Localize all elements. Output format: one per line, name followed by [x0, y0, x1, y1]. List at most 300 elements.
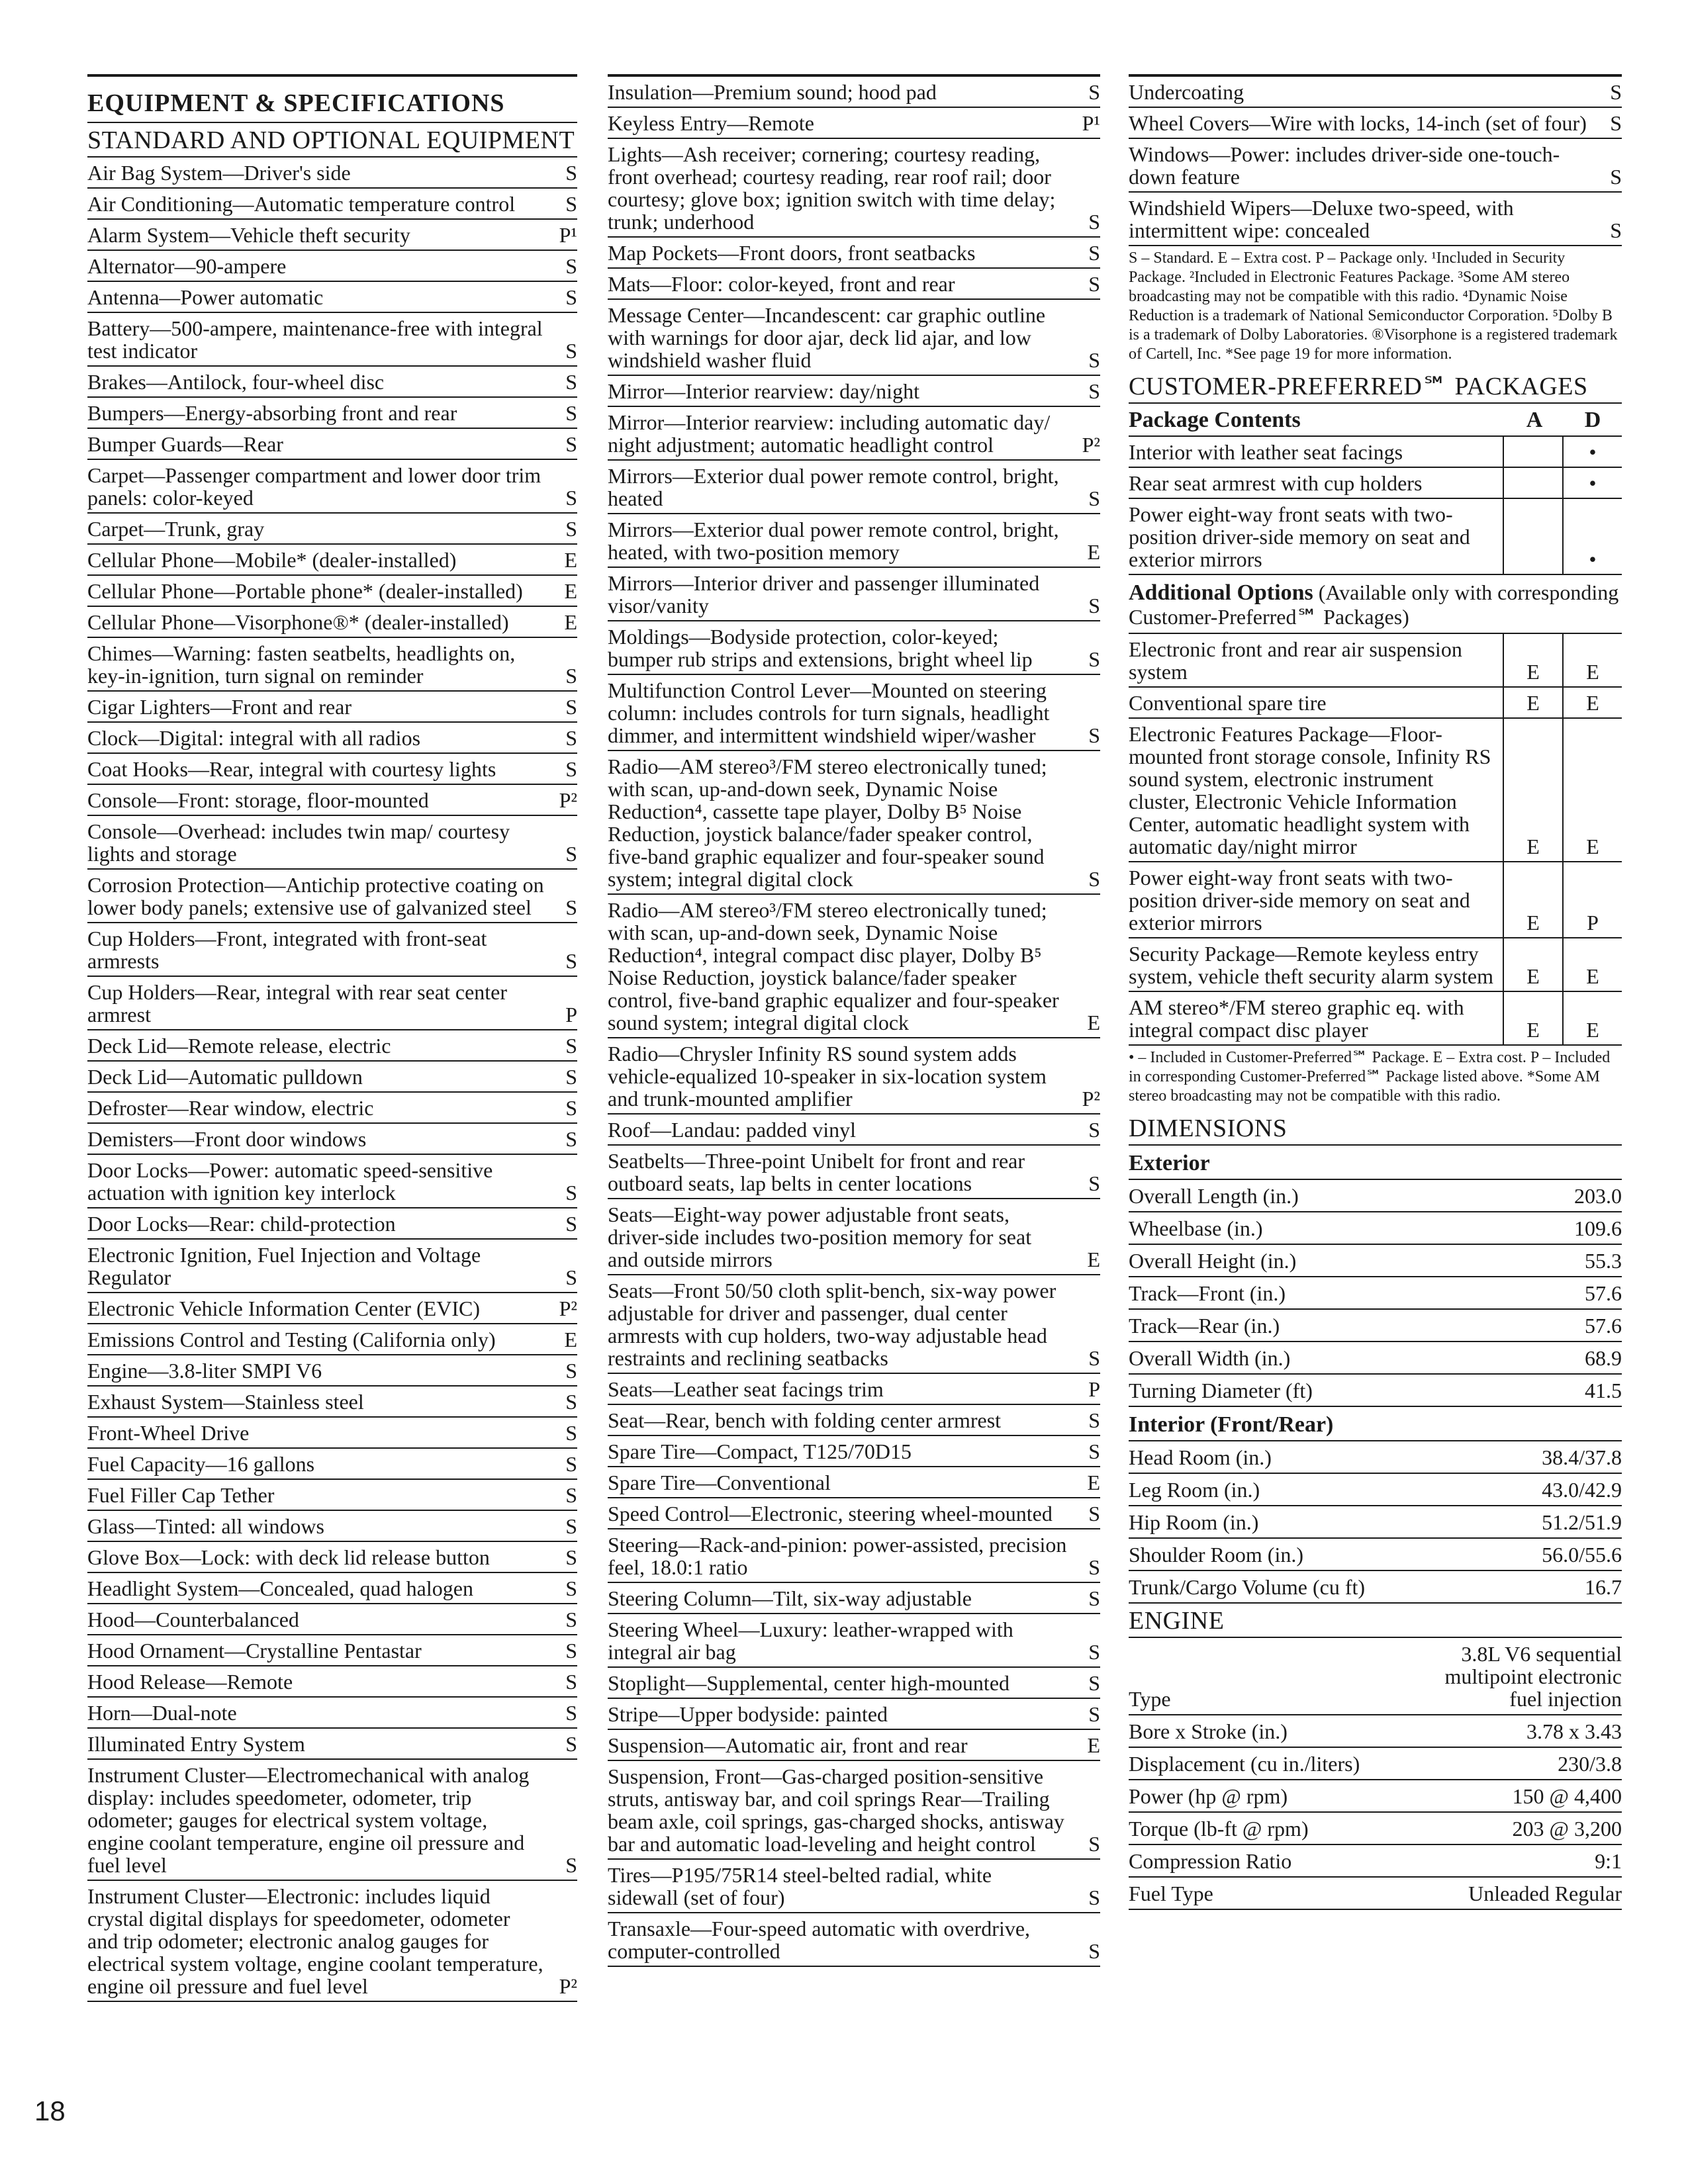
equipment-row: [87, 638, 577, 692]
package-item: Security Package—Remote keyless entry system, vehicle theft security alarm system: [1129, 942, 1493, 988]
equipment-row: [608, 1275, 1100, 1374]
page-number: 18: [34, 2095, 66, 2126]
spec-row: [1129, 1539, 1622, 1571]
equipment-row: [87, 1324, 577, 1355]
package-contents-header: [1129, 404, 1622, 437]
additional-options-header: [1129, 575, 1622, 634]
spec-label: Overall Length (in.): [1129, 1184, 1299, 1208]
equipment-name: Engine—3.8-liter SMPI V6: [87, 1359, 322, 1383]
engine-specs: [1129, 1638, 1622, 1910]
equipment-row: [608, 1115, 1100, 1146]
equipment-row: [1129, 77, 1622, 108]
equipment-name: Stripe—Upper bodyside: painted: [608, 1702, 888, 1726]
equipment-name: Deck Lid—Remote release, electric: [87, 1034, 391, 1058]
equipment-row: [87, 754, 577, 785]
availability-code: S: [565, 1096, 577, 1120]
package-item: Power eight-way front seats with two-position driver-side memory on seat and exterior mirrors: [1129, 866, 1470, 934]
availability-code: E: [564, 1328, 577, 1351]
equipment-name: Hood—Counterbalanced: [87, 1608, 299, 1631]
spec-label: Type: [1129, 1687, 1171, 1711]
equipment-name: Suspension—Automatic air, front and rear: [608, 1733, 968, 1757]
package-a-value: [1503, 468, 1562, 498]
equipment-row: [608, 1374, 1100, 1405]
spec-row: [1129, 1212, 1622, 1245]
availability-code: S: [565, 726, 577, 750]
spec-row: [1129, 1715, 1622, 1748]
availability-code: S: [565, 1421, 577, 1445]
spec-row: [1129, 1638, 1622, 1715]
equipment-name: Bumper Guards—Rear: [87, 432, 283, 456]
equipment-name: Cup Holders—Rear, integral with rear seat center armrest: [87, 980, 508, 1026]
equipment-row: [608, 238, 1100, 269]
spec-label: Track—Front (in.): [1129, 1281, 1286, 1305]
equipment-name: Steering Column—Tilt, six-way adjustable: [608, 1586, 972, 1610]
equipment-row: [1129, 139, 1622, 193]
equipment-name: Horn—Dual-note: [87, 1701, 237, 1725]
availability-code: P²: [1082, 1087, 1100, 1111]
package-a-value: [1503, 499, 1562, 574]
availability-code: S: [565, 1545, 577, 1569]
equipment-list-1: [87, 158, 577, 2002]
spec-label: Overall Width (in.): [1129, 1346, 1291, 1370]
spec-value: 203.0: [1574, 1184, 1622, 1208]
availability-code: S: [1088, 1886, 1100, 1909]
availability-code: S: [1088, 594, 1100, 617]
equipment-name: Seats—Front 50/50 cloth split-bench, six-way power adjustable for driver and passenger, dual center armrests with cup holders, two-way adjustable head restraints and reclining seatbacks: [608, 1279, 1056, 1370]
package-row: [1129, 938, 1622, 992]
equipment-name: Insulation—Premium sound; hood pad: [608, 80, 937, 104]
availability-code: E: [564, 579, 577, 603]
equipment-row: [608, 1146, 1100, 1199]
equipment-row: [87, 367, 577, 398]
package-item: Rear seat armrest with cup holders: [1129, 471, 1423, 495]
additional-options-note: (Available only with corresponding Customer-Preferred℠ Packages): [1129, 580, 1619, 629]
availability-code: S: [565, 1181, 577, 1205]
equipment-name: Console—Front: storage, floor-mounted: [87, 788, 429, 812]
availability-code: E: [1087, 1011, 1100, 1034]
equipment-row: [87, 1124, 577, 1155]
equipment-row: [87, 282, 577, 313]
equipment-row: [87, 1355, 577, 1387]
availability-code: P: [1088, 1377, 1100, 1401]
availability-code: E: [564, 610, 577, 634]
equipment-name: Lights—Ash receiver; cornering; courtesy reading, front overhead; courtesy reading, rear roof rail; door courtesy; glove box; ignition switch with time delay; trunk; underhood: [608, 142, 1056, 234]
spec-row: [1129, 1748, 1622, 1780]
equipment-name: Front-Wheel Drive: [87, 1421, 250, 1445]
availability-code: E: [564, 548, 577, 572]
availability-code: S: [565, 1639, 577, 1662]
package-d-value: E: [1562, 634, 1622, 686]
availability-code: S: [1088, 1640, 1100, 1664]
availability-code: S: [1088, 1118, 1100, 1142]
package-item: Interior with leather seat facings: [1129, 440, 1403, 464]
spec-value: 3.8L V6 sequential multipoint electronic fuel injection: [1444, 1642, 1622, 1711]
spec-value: 57.6: [1585, 1314, 1622, 1338]
equipment-name: Mats—Floor: color-keyed, front and rear: [608, 272, 955, 296]
equipment-row: [87, 816, 577, 870]
availability-code: S: [1088, 80, 1100, 104]
packages-footnote: • – Included in Customer-Preferred℠ Package. E – Extra cost. P – Included in corresponding Customer-Preferred℠ Package listed above. *Some AM stereo broadcasting may not be compatible with this radio.: [1129, 1049, 1611, 1105]
availability-code: S: [565, 517, 577, 541]
package-a-value: E: [1503, 688, 1562, 717]
equipment-name: Glass—Tinted: all windows: [87, 1514, 324, 1538]
availability-code: S: [1088, 1939, 1100, 1963]
equipment-name: Antenna—Power automatic: [87, 285, 324, 309]
spec-row: [1129, 1441, 1622, 1474]
spec-label: Hip Room (in.): [1129, 1510, 1259, 1534]
availability-code: P²: [559, 1974, 577, 1998]
spec-row: [1129, 1310, 1622, 1342]
equipment-name: Defroster—Rear window, electric: [87, 1096, 374, 1120]
spec-label: Track—Rear (in.): [1129, 1314, 1280, 1338]
column-specs: [1129, 74, 1622, 1910]
exterior-label: Exterior: [1129, 1146, 1622, 1180]
availability-code: S: [1088, 210, 1100, 234]
equipment-list-3: [1129, 77, 1622, 246]
spec-value: 56.0/55.6: [1542, 1543, 1622, 1567]
spec-label: Overall Height (in.): [1129, 1249, 1297, 1273]
availability-code: S: [565, 1608, 577, 1631]
spec-row: [1129, 1780, 1622, 1813]
equipment-name: Corrosion Protection—Antichip protective coating on lower body panels; extensive use of galvanized steel: [87, 873, 544, 919]
equipment-row: [87, 870, 577, 923]
equipment-row: [608, 751, 1100, 895]
package-a-label: A: [1526, 408, 1543, 432]
equipment-name: Suspension, Front—Gas-charged position-sensitive struts, antisway bar, and coil springs Rear—Trailing beam axle, coil springs, gas-charged shocks, antisway bar and automatic load-leveling and height control: [608, 1764, 1064, 1856]
availability-code: S: [565, 1670, 577, 1694]
equipment-name: Transaxle—Four-speed automatic with overdrive, computer-controlled: [608, 1917, 1031, 1963]
equipment-row: [87, 1155, 577, 1208]
equipment-name: Exhaust System—Stainless steel: [87, 1390, 364, 1414]
equipment-name: Electronic Vehicle Information Center (EVIC): [87, 1297, 480, 1320]
spec-value: 16.7: [1585, 1575, 1622, 1599]
equipment-name: Radio—Chrysler Infinity RS sound system adds vehicle-equalized 10-speaker in six-location system and trunk-mounted amplifier: [608, 1042, 1047, 1111]
availability-code: P²: [559, 1297, 577, 1320]
additional-options-table: [1129, 634, 1622, 1046]
availability-code: E: [1087, 1248, 1100, 1271]
equipment-name: Carpet—Trunk, gray: [87, 517, 265, 541]
availability-code: P²: [559, 788, 577, 812]
availability-code: S: [1088, 1346, 1100, 1370]
spec-row: [1129, 1342, 1622, 1375]
spec-row: [1129, 1506, 1622, 1539]
availability-code: S: [565, 486, 577, 510]
availability-code: S: [565, 1034, 577, 1058]
equipment-row: [87, 460, 577, 514]
spec-row: [1129, 1375, 1622, 1407]
equipment-row: [608, 621, 1100, 675]
availability-code: S: [565, 161, 577, 185]
equipment-row: [87, 1418, 577, 1449]
availability-code: S: [1088, 1439, 1100, 1463]
equipment-name: Deck Lid—Automatic pulldown: [87, 1065, 363, 1089]
equipment-name: Brakes—Antilock, four-wheel disc: [87, 370, 385, 394]
equipment-row: [87, 220, 577, 251]
spec-row: [1129, 1245, 1622, 1277]
equipment-row: [608, 1730, 1100, 1761]
dimensions-title: DIMENSIONS: [1129, 1111, 1622, 1146]
equipment-name: Bumpers—Energy-absorbing front and rear: [87, 401, 457, 425]
spec-label: Leg Room (in.): [1129, 1478, 1260, 1502]
availability-code: S: [565, 664, 577, 688]
equipment-row: [87, 514, 577, 545]
equipment-name: Mirrors—Exterior dual power remote control, bright, heated: [608, 464, 1059, 510]
equipment-name: Electronic Ignition, Fuel Injection and Voltage Regulator: [87, 1243, 481, 1289]
equipment-row: [1129, 193, 1622, 246]
spec-value: 55.3: [1585, 1249, 1622, 1273]
package-a-value: [1503, 437, 1562, 467]
equipment-name: Door Locks—Power: automatic speed-sensitive actuation with ignition key interlock: [87, 1158, 493, 1205]
equipment-row: [87, 576, 577, 607]
package-item: Electronic Features Package—Floor-mounted front storage console, Infinity RS sound system, electronic instrument cluster, Electronic Vehicle Information Center, automatic headlight system with automatic day/night mirror: [1129, 722, 1491, 858]
equipment-row: [1129, 108, 1622, 139]
equipment-name: Spare Tire—Compact, T125/70D15: [608, 1439, 912, 1463]
availability-code: S: [1088, 1171, 1100, 1195]
package-d-label: D: [1584, 408, 1601, 432]
availability-code: E: [1087, 1733, 1100, 1757]
equipment-name: Moldings—Bodyside protection, color-keyed; bumper rub strips and extensions, bright wheel lip: [608, 625, 1033, 671]
page-title: EQUIPMENT & SPECIFICATIONS: [87, 77, 577, 123]
package-row: [1129, 634, 1622, 688]
availability-code: S: [1088, 1586, 1100, 1610]
spec-value: 43.0/42.9: [1542, 1478, 1622, 1502]
equipment-row: [608, 376, 1100, 407]
equipment-name: Alternator—90-ampere: [87, 254, 287, 278]
availability-code: S: [1088, 1832, 1100, 1856]
equipment-row: [608, 108, 1100, 139]
availability-code: S: [1610, 111, 1622, 135]
availability-code: S: [565, 949, 577, 973]
availability-code: S: [565, 1065, 577, 1089]
package-contents-table: [1129, 437, 1622, 575]
availability-code: S: [565, 339, 577, 363]
packages-title: CUSTOMER-PREFERRED℠ PACKAGES: [1129, 369, 1622, 404]
package-row: [1129, 437, 1622, 468]
package-d-value: •: [1562, 437, 1622, 467]
equipment-name: Speed Control—Electronic, steering wheel-mounted: [608, 1502, 1053, 1525]
availability-code: S: [565, 192, 577, 216]
equipment-row: [608, 675, 1100, 751]
equipment-name: Door Locks—Rear: child-protection: [87, 1212, 396, 1236]
availability-code: S: [1088, 348, 1100, 372]
equipment-list-2: [608, 77, 1100, 1967]
equipment-name: Keyless Entry—Remote: [608, 111, 814, 135]
availability-code: S: [565, 1452, 577, 1476]
equipment-name: Instrument Cluster—Electronic: includes liquid crystal digital displays for speedometer, odometer and trip odometer; electronic analog gauges for electrical system voltage, engine coolant temperature, engine oil pressure and fuel level: [87, 1884, 543, 1998]
column-standard-equipment-1: [87, 74, 577, 2002]
equipment-name: Cigar Lighters—Front and rear: [87, 695, 352, 719]
equipment-row: [87, 1062, 577, 1093]
availability-code: S: [565, 1483, 577, 1507]
availability-code: S: [1088, 486, 1100, 510]
equipment-row: [87, 1542, 577, 1573]
equipment-row: [608, 139, 1100, 238]
section-title-standard-optional: STANDARD AND OPTIONAL EQUIPMENT: [87, 123, 577, 158]
availability-code: S: [1088, 723, 1100, 747]
equipment-row: [87, 158, 577, 189]
equipment-row: [87, 1387, 577, 1418]
equipment-row: [87, 1030, 577, 1062]
equipment-name: Illuminated Entry System: [87, 1732, 305, 1756]
availability-code: S: [1088, 647, 1100, 671]
equipment-name: Mirror—Interior rearview: including automatic day/ night adjustment; automatic headlight control: [608, 410, 1051, 457]
availability-code: S: [1088, 867, 1100, 891]
equipment-name: Mirrors—Interior driver and passenger illuminated visor/vanity: [608, 571, 1040, 617]
equipment-name: Radio—AM stereo³/FM stereo electronically tuned; with scan, up-and-down seek, Dynamic Noise Reduction⁴, integral compact disc player, Dolby B⁵ Noise Reduction, joystick balance/fader speaker control, five-band graphic equalizer and four-speaker sound system; integral digital clock: [608, 898, 1059, 1034]
equipment-name: Steering—Rack-and-pinion: power-assisted, precision feel, 18.0:1 ratio: [608, 1533, 1067, 1579]
package-d-value: E: [1562, 688, 1622, 717]
equipment-name: Clock—Digital: integral with all radios: [87, 726, 421, 750]
availability-code: S: [1088, 1408, 1100, 1432]
availability-code: S: [565, 1514, 577, 1538]
spec-row: [1129, 1813, 1622, 1845]
availability-code: S: [1088, 1671, 1100, 1695]
equipment-row: [608, 568, 1100, 621]
availability-code: S: [1610, 218, 1622, 242]
equipment-row: [608, 1699, 1100, 1730]
equipment-row: [608, 77, 1100, 108]
spec-value: 38.4/37.8: [1542, 1445, 1622, 1469]
equipment-row: [87, 1881, 577, 2002]
equipment-row: [87, 607, 577, 638]
equipment-name: Alarm System—Vehicle theft security: [87, 223, 410, 247]
spec-value: 3.78 x 3.43: [1526, 1719, 1622, 1743]
spec-value: 230/3.8: [1558, 1752, 1622, 1776]
equipment-row: [87, 1480, 577, 1511]
equipment-row: [87, 313, 577, 367]
equipment-row: [87, 1666, 577, 1698]
spec-label: Power (hp @ rpm): [1129, 1784, 1288, 1808]
equipment-row: [87, 723, 577, 754]
availability-code: S: [1088, 379, 1100, 403]
spec-value: 51.2/51.9: [1542, 1510, 1622, 1534]
equipment-name: Hood Ornament—Crystalline Pentastar: [87, 1639, 422, 1662]
availability-code: S: [1088, 241, 1100, 265]
spec-value: 203 @ 3,200: [1512, 1817, 1622, 1841]
exterior-dimensions: [1129, 1180, 1622, 1407]
equipment-name: Seatbelts—Three-point Unibelt for front and rear outboard seats, lap belts in center locations: [608, 1149, 1025, 1195]
interior-label: Interior (Front/Rear): [1129, 1407, 1622, 1441]
equipment-name: Cup Holders—Front, integrated with front-seat armrests: [87, 927, 487, 973]
package-row: [1129, 992, 1622, 1046]
availability-code: S: [565, 1732, 577, 1756]
spec-label: Bore x Stroke (in.): [1129, 1719, 1288, 1743]
equipment-row: [87, 1208, 577, 1240]
equipment-row: [608, 895, 1100, 1038]
equipment-row: [608, 1529, 1100, 1583]
equipment-name: Radio—AM stereo³/FM stereo electronically tuned; with scan, up-and-down seek, Dynamic Noise Reduction⁴, cassette tape player, Dolby B⁵ Noise Reduction, joystick balance/fader speaker control, five-band graphic equalizer and four-speaker sound system; integral digital clock: [608, 754, 1047, 891]
equipment-row: [87, 692, 577, 723]
spec-label: Displacement (cu in./liters): [1129, 1752, 1360, 1776]
equipment-row: [608, 300, 1100, 376]
spec-row: [1129, 1474, 1622, 1506]
equipment-row: [608, 269, 1100, 300]
engine-title: ENGINE: [1129, 1604, 1622, 1638]
availability-code: S: [565, 254, 577, 278]
equipment-name: Tires—P195/75R14 steel-belted radial, white sidewall (set of four): [608, 1863, 992, 1909]
availability-code: P¹: [1082, 111, 1100, 135]
equipment-row: [87, 1760, 577, 1881]
spec-row: [1129, 1277, 1622, 1310]
equipment-name: Seats—Leather seat facings trim: [608, 1377, 884, 1401]
availability-code: S: [565, 1701, 577, 1725]
equipment-name: Roof—Landau: padded vinyl: [608, 1118, 857, 1142]
equipment-row: [608, 407, 1100, 461]
package-item: Conventional spare tire: [1129, 691, 1327, 715]
availability-code: S: [565, 1359, 577, 1383]
spec-label: Shoulder Room (in.): [1129, 1543, 1303, 1567]
availability-code: S: [565, 895, 577, 919]
availability-code: S: [565, 1576, 577, 1600]
availability-code: E: [1087, 1471, 1100, 1494]
equipment-name: Mirror—Interior rearview: day/night: [608, 379, 919, 403]
spec-value: 9:1: [1595, 1849, 1622, 1873]
spec-label: Compression Ratio: [1129, 1849, 1292, 1873]
equipment-row: [608, 1467, 1100, 1498]
legend-footnote: S – Standard. E – Extra cost. P – Package only. ¹Included in Security Package. ²Included in Electronic Features Package. ³Some AM stereo broadcasting may not be compatible with this radio. ⁴Dynamic Noise Reduction is a trademark of National Semiconductor Corporation. ⁵Dolby B is a trademark of Dolby Laboratories. ®Visorphone is a registered trademark of Cartell, Inc. *See page 19 for more information.: [1129, 250, 1618, 363]
package-item: Power eight-way front seats with two-position driver-side memory on seat and exterior mirrors: [1129, 502, 1470, 571]
equipment-name: Windshield Wipers—Deluxe two-speed, with intermittent wipe: concealed: [1129, 196, 1514, 242]
equipment-name: Steering Wheel—Luxury: leather-wrapped with integral air bag: [608, 1617, 1013, 1664]
equipment-row: [87, 1449, 577, 1480]
availability-code: S: [565, 1390, 577, 1414]
equipment-row: [608, 514, 1100, 568]
equipment-row: [87, 189, 577, 220]
equipment-name: Mirrors—Exterior dual power remote control, bright, heated, with two-position memory: [608, 518, 1059, 564]
equipment-name: Cellular Phone—Visorphone®* (dealer-installed): [87, 610, 509, 634]
package-a-value: E: [1503, 992, 1562, 1044]
availability-code: S: [1088, 1555, 1100, 1579]
spec-value: 109.6: [1574, 1216, 1622, 1240]
equipment-row: [608, 1038, 1100, 1115]
equipment-row: [608, 1614, 1100, 1668]
package-d-value: P: [1562, 862, 1622, 937]
equipment-name: Coat Hooks—Rear, integral with courtesy lights: [87, 757, 496, 781]
equipment-row: [87, 1293, 577, 1324]
availability-code: P: [565, 1003, 577, 1026]
package-a-value: E: [1503, 938, 1562, 991]
equipment-name: Windows—Power: includes driver-side one-touch-down feature: [1129, 142, 1560, 189]
equipment-row: [87, 1240, 577, 1293]
equipment-row: [608, 1199, 1100, 1275]
spec-label: Trunk/Cargo Volume (cu ft): [1129, 1575, 1366, 1599]
package-row: [1129, 468, 1622, 499]
availability-code: P¹: [559, 223, 577, 247]
availability-code: S: [565, 1265, 577, 1289]
equipment-name: Headlight System—Concealed, quad halogen: [87, 1576, 473, 1600]
equipment-name: Battery—500-ampere, maintenance-free with integral test indicator: [87, 316, 543, 363]
equipment-row: [608, 1583, 1100, 1614]
equipment-name: Console—Overhead: includes twin map/ courtesy lights and storage: [87, 819, 510, 866]
availability-code: S: [565, 757, 577, 781]
equipment-name: Air Conditioning—Automatic temperature control: [87, 192, 516, 216]
equipment-name: Spare Tire—Conventional: [608, 1471, 831, 1494]
equipment-row: [87, 1729, 577, 1760]
spec-value: 150 @ 4,400: [1512, 1784, 1622, 1808]
spec-value: 41.5: [1585, 1379, 1622, 1402]
availability-code: S: [565, 842, 577, 866]
spec-label: Fuel Type: [1129, 1882, 1213, 1905]
equipment-name: Fuel Filler Cap Tether: [87, 1483, 275, 1507]
equipment-name: Carpet—Passenger compartment and lower door trim panels: color-keyed: [87, 463, 541, 510]
equipment-row: [87, 251, 577, 282]
package-d-value: •: [1562, 499, 1622, 574]
spec-label: Turning Diameter (ft): [1129, 1379, 1313, 1402]
availability-code: S: [565, 432, 577, 456]
availability-code: S: [565, 285, 577, 309]
package-row: [1129, 499, 1622, 575]
spec-row: [1129, 1845, 1622, 1878]
